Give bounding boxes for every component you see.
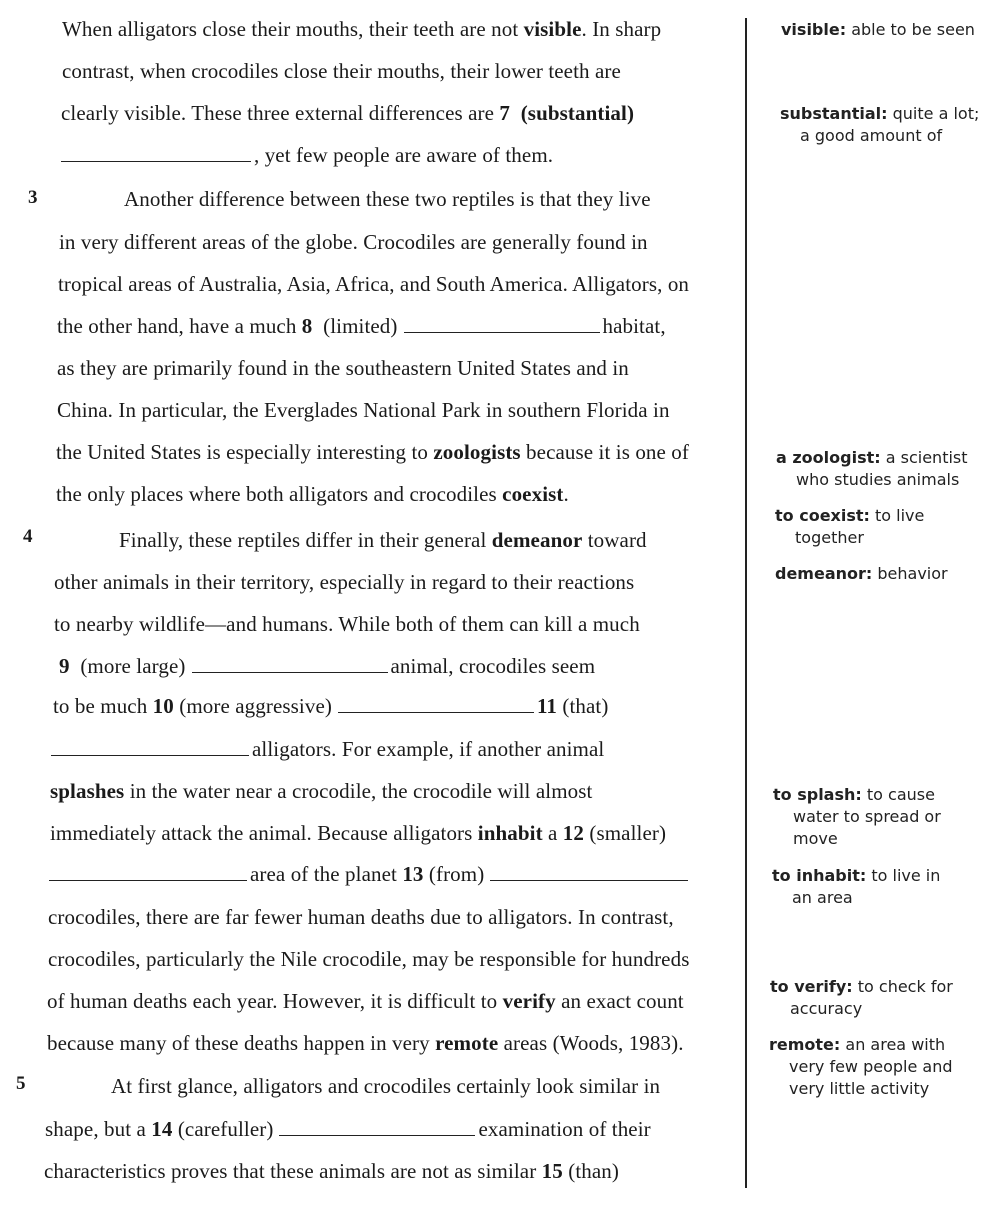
- passage-line: Another difference between these two reptiles is that they live: [124, 187, 651, 211]
- answer-blank-10[interactable]: [338, 698, 534, 713]
- passage-line: immediately attack the animal. Because alligators inhabit a 12 (smaller): [50, 821, 667, 845]
- item-number: 9: [59, 654, 70, 678]
- passage-line: China. In particular, the Everglades National Park in southern Florida in: [57, 398, 670, 422]
- passage-line: to be much 10 (more aggressive) 11 (that): [53, 694, 609, 718]
- passage-line: Finally, these reptiles differ in their general demeanor toward: [119, 528, 647, 552]
- passage-line: area of the planet 13 (from): [49, 861, 691, 887]
- vocab-word: demeanor: [491, 528, 583, 552]
- answer-blank-12[interactable]: [49, 866, 247, 881]
- passage-line: other animals in their territory, especially in regard to their reactions: [54, 570, 635, 594]
- passage-line: the United States is especially interesting to zoologists because it is one of: [56, 440, 689, 464]
- vocab-word: remote: [435, 1031, 499, 1055]
- passage-line: At first glance, alligators and crocodiles certainly look similar in: [111, 1074, 661, 1098]
- passage-line: tropical areas of Australia, Asia, Africa, and South America. Alligators, on: [58, 272, 690, 296]
- passage-line: to nearby wildlife—and humans. While both of them can kill a much: [54, 612, 640, 636]
- answer-blank-9[interactable]: [192, 658, 388, 673]
- word-cue: (from): [428, 862, 485, 886]
- answer-blank-11[interactable]: [51, 741, 249, 756]
- word-cue: (that): [562, 694, 609, 718]
- answer-blank-7[interactable]: [61, 147, 251, 162]
- passage-line: the only places where both alligators and crocodiles coexist.: [56, 482, 569, 506]
- item-number: 8: [301, 314, 313, 338]
- item-number: 15: [541, 1159, 563, 1183]
- vocab-word: splashes: [50, 779, 125, 803]
- passage-line: because many of these deaths happen in very remote areas (Woods, 1983).: [47, 1031, 684, 1055]
- word-cue: (carefuller): [177, 1117, 274, 1141]
- word-cue: (more large): [80, 654, 186, 678]
- answer-blank-13[interactable]: [490, 866, 688, 881]
- glossary-entry-verify: to verify: to check for accuracy: [770, 977, 953, 1018]
- paragraph-number: 3: [28, 187, 38, 208]
- glossary-entry-zoologist: a zoologist: a scientist who studies animals: [776, 448, 968, 489]
- passage-line: of human deaths each year. However, it is difficult to verify an exact count: [47, 989, 684, 1013]
- glossary-entry-remote: remote: an area with very few people and very little activity: [769, 1035, 953, 1098]
- passage-line: crocodiles, particularly the Nile crocodile, may be responsible for hundreds: [48, 947, 690, 971]
- vocab-word: visible: [523, 17, 582, 41]
- passage-line: clearly visible. These three external differences are 7 (substantial): [61, 101, 635, 125]
- vocab-word: inhabit: [477, 821, 543, 845]
- item-number: 12: [562, 821, 584, 845]
- vocab-word: verify: [502, 989, 556, 1013]
- passage-line: , yet few people are aware of them.: [61, 142, 553, 168]
- paragraph-number: 4: [23, 526, 33, 547]
- passage-line: alligators. For example, if another animal: [51, 736, 604, 762]
- passage-line: contrast, when crocodiles close their mouths, their lower teeth are: [62, 59, 621, 83]
- answer-blank-14[interactable]: [279, 1121, 475, 1136]
- item-number: 11: [536, 694, 558, 718]
- word-cue: (limited): [323, 314, 398, 338]
- passage-line: splashes in the water near a crocodile, the crocodile will almost: [50, 779, 593, 803]
- passage-line: 9 (more large) animal, crocodiles seem: [59, 654, 596, 678]
- item-number: 14: [151, 1117, 173, 1141]
- passage-line: characteristics proves that these animals are not as similar 15 (than): [44, 1159, 619, 1183]
- passage-line: When alligators close their mouths, their teeth are not visible. In sharp: [62, 17, 662, 41]
- word-cue: (more aggressive): [179, 694, 332, 718]
- item-number: 13: [402, 862, 424, 886]
- passage-line: in very different areas of the globe. Crocodiles are generally found in: [59, 230, 648, 254]
- glossary-entry-splash: to splash: to cause water to spread or move: [773, 785, 941, 848]
- passage-line: crocodiles, there are far fewer human deaths due to alligators. In contrast,: [48, 905, 674, 929]
- word-cue: (smaller): [589, 821, 667, 845]
- glossary-entry-visible: visible: able to be seen: [781, 20, 975, 39]
- passage-line: as they are primarily found in the southeastern United States and in: [57, 356, 629, 380]
- word-cue: (substantial): [520, 101, 635, 125]
- passage-line: the other hand, have a much 8 (limited) habitat,: [57, 314, 666, 338]
- word-cue: (than): [568, 1159, 619, 1183]
- item-number: 10: [152, 694, 174, 718]
- item-number: 7: [499, 101, 511, 125]
- answer-blank-8[interactable]: [404, 318, 600, 333]
- paragraph-number: 5: [16, 1073, 26, 1094]
- glossary-entry-coexist: to coexist: to live together: [775, 506, 925, 547]
- margin-divider: [745, 18, 747, 1188]
- glossary-entry-substantial: substantial: quite a lot; a good amount of: [780, 104, 980, 145]
- vocab-word: zoologists: [433, 440, 521, 464]
- glossary-entry-demeanor: demeanor: behavior: [775, 564, 948, 583]
- glossary-entry-inhabit: to inhabit: to live in an area: [772, 866, 941, 907]
- passage-line: shape, but a 14 (carefuller) examination of their: [45, 1117, 651, 1141]
- vocab-word: coexist: [502, 482, 564, 506]
